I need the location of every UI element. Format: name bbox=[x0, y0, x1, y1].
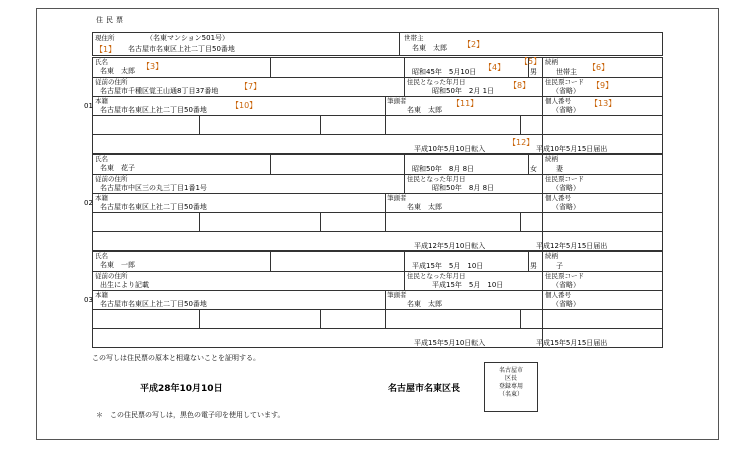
family-head-label: 筆頭者 bbox=[387, 194, 407, 202]
my-number-value: （省略） bbox=[552, 106, 580, 114]
resident-code-label: 住民票コード bbox=[545, 175, 584, 183]
previous-address-label: 従前の住所 bbox=[95, 78, 128, 86]
person-name: 名東 太郎 bbox=[100, 67, 135, 75]
marker-6: 【6】 bbox=[588, 63, 610, 72]
domicile: 名古屋市名東区上社二丁目50番地 bbox=[100, 300, 207, 308]
row-number: 02 bbox=[84, 199, 93, 207]
resident-code-label: 住民票コード bbox=[545, 78, 584, 86]
moved-in-date: 平成10年5月10日転入 bbox=[414, 145, 486, 153]
marker-1: 【1】 bbox=[95, 45, 117, 54]
marker-3: 【3】 bbox=[142, 62, 164, 71]
seal-line-4: （名東） bbox=[498, 391, 523, 398]
resident-date: 平成15年 5月 10日 bbox=[432, 281, 504, 289]
current-address: 名古屋市名東区上社二丁目50番地 bbox=[128, 45, 235, 53]
resident-date-label: 住民となった年月日 bbox=[407, 272, 466, 280]
document-title: 住民票 bbox=[96, 16, 126, 24]
row-number: 03 bbox=[84, 296, 93, 304]
domicile-label: 本籍 bbox=[95, 97, 108, 105]
reported-date: 平成15年5月15日届出 bbox=[536, 339, 608, 347]
reported-date: 平成10年5月15日届出 bbox=[536, 145, 608, 153]
marker-2: 【2】 bbox=[463, 40, 485, 49]
current-address-label: 現住所 bbox=[95, 34, 115, 42]
mansion-name: （名東マンション501号） bbox=[146, 34, 230, 42]
issue-date: 平成28年10月10日 bbox=[140, 384, 223, 394]
my-number-label: 個人番号 bbox=[545, 97, 571, 105]
family-head: 名東 太郎 bbox=[407, 106, 442, 114]
domicile-label: 本籍 bbox=[95, 194, 108, 202]
gender: 男 bbox=[530, 262, 537, 270]
marker-4: 【4】 bbox=[484, 63, 506, 72]
birth-date: 昭和45年 5月10日 bbox=[412, 68, 477, 76]
gender: 男 bbox=[530, 68, 537, 76]
person-name: 名東 一郎 bbox=[100, 261, 135, 269]
my-number-label: 個人番号 bbox=[545, 291, 571, 299]
previous-address: 名古屋市千種区覚王山通8丁目37番地 bbox=[100, 87, 219, 95]
domicile: 名古屋市名東区上社二丁目50番地 bbox=[100, 106, 207, 114]
person-name: 名東 花子 bbox=[100, 164, 135, 172]
certification-text: この写しは住民票の原本と相違ないことを証明する。 bbox=[92, 354, 260, 362]
marker-11: 【11】 bbox=[452, 99, 479, 108]
birth-date: 平成15年 5月 10日 bbox=[412, 262, 484, 270]
row-number: 01 bbox=[84, 102, 93, 110]
resident-date: 昭和50年 2月 1日 bbox=[432, 87, 495, 95]
my-number-value: （省略） bbox=[552, 203, 580, 211]
marker-9: 【9】 bbox=[592, 81, 614, 90]
marker-5: 【5】 bbox=[520, 57, 542, 66]
seal-line-1: 名古屋市 bbox=[498, 367, 523, 374]
domicile-label: 本籍 bbox=[95, 291, 108, 299]
marker-10: 【10】 bbox=[231, 101, 258, 110]
name-label: 氏名 bbox=[95, 58, 108, 66]
resident-date-label: 住民となった年月日 bbox=[407, 175, 466, 183]
previous-address-label: 従前の住所 bbox=[95, 272, 128, 280]
my-number-value: （省略） bbox=[552, 300, 580, 308]
family-head-label: 筆頭者 bbox=[387, 291, 407, 299]
family-head: 名東 太郎 bbox=[407, 203, 442, 211]
moved-in-date: 平成15年5月10日転入 bbox=[414, 339, 486, 347]
relationship: 世帯主 bbox=[556, 68, 577, 76]
marker-12: 【12】 bbox=[508, 138, 535, 147]
previous-address: 名古屋市中区三の丸三丁目1番1号 bbox=[100, 184, 207, 192]
birth-date: 昭和50年 8月 8日 bbox=[412, 165, 475, 173]
resident-code-value: （省略） bbox=[552, 87, 580, 95]
marker-7: 【7】 bbox=[240, 82, 262, 91]
resident-code-value: （省略） bbox=[552, 281, 580, 289]
resident-code-label: 住民票コード bbox=[545, 272, 584, 280]
previous-address-label: 従前の住所 bbox=[95, 175, 128, 183]
relationship-label: 続柄 bbox=[545, 155, 558, 163]
relationship-label: 続柄 bbox=[545, 58, 558, 66]
resident-code-value: （省略） bbox=[552, 184, 580, 192]
issuer-name: 名古屋市名東区長 bbox=[388, 384, 461, 394]
reported-date: 平成12年5月15日届出 bbox=[536, 242, 608, 250]
seal-line-2: 区長 bbox=[504, 375, 517, 382]
official-seal bbox=[484, 362, 538, 412]
householder-label: 世帯主 bbox=[404, 34, 424, 42]
previous-address: 出生により記載 bbox=[100, 281, 149, 289]
householder-name: 名東 太郎 bbox=[412, 44, 447, 52]
domicile: 名古屋市名東区上社二丁目50番地 bbox=[100, 203, 207, 211]
relationship: 子 bbox=[556, 262, 563, 270]
family-head-label: 筆頭者 bbox=[387, 97, 407, 105]
seal-line-3: 登録専用 bbox=[498, 383, 523, 390]
resident-date-label: 住民となった年月日 bbox=[407, 78, 466, 86]
name-label: 氏名 bbox=[95, 155, 108, 163]
footer-note: ＊ この住民票の写しは，黒色の電子印を使用しています。 bbox=[96, 411, 285, 419]
resident-date: 昭和50年 8月 8日 bbox=[432, 184, 495, 192]
name-label: 氏名 bbox=[95, 252, 108, 260]
relationship-label: 続柄 bbox=[545, 252, 558, 260]
gender: 女 bbox=[530, 165, 537, 173]
marker-13: 【13】 bbox=[590, 99, 617, 108]
marker-8: 【8】 bbox=[509, 81, 531, 90]
moved-in-date: 平成12年5月10日転入 bbox=[414, 242, 486, 250]
relationship: 妻 bbox=[556, 165, 563, 173]
my-number-label: 個人番号 bbox=[545, 194, 571, 202]
family-head: 名東 太郎 bbox=[407, 300, 442, 308]
